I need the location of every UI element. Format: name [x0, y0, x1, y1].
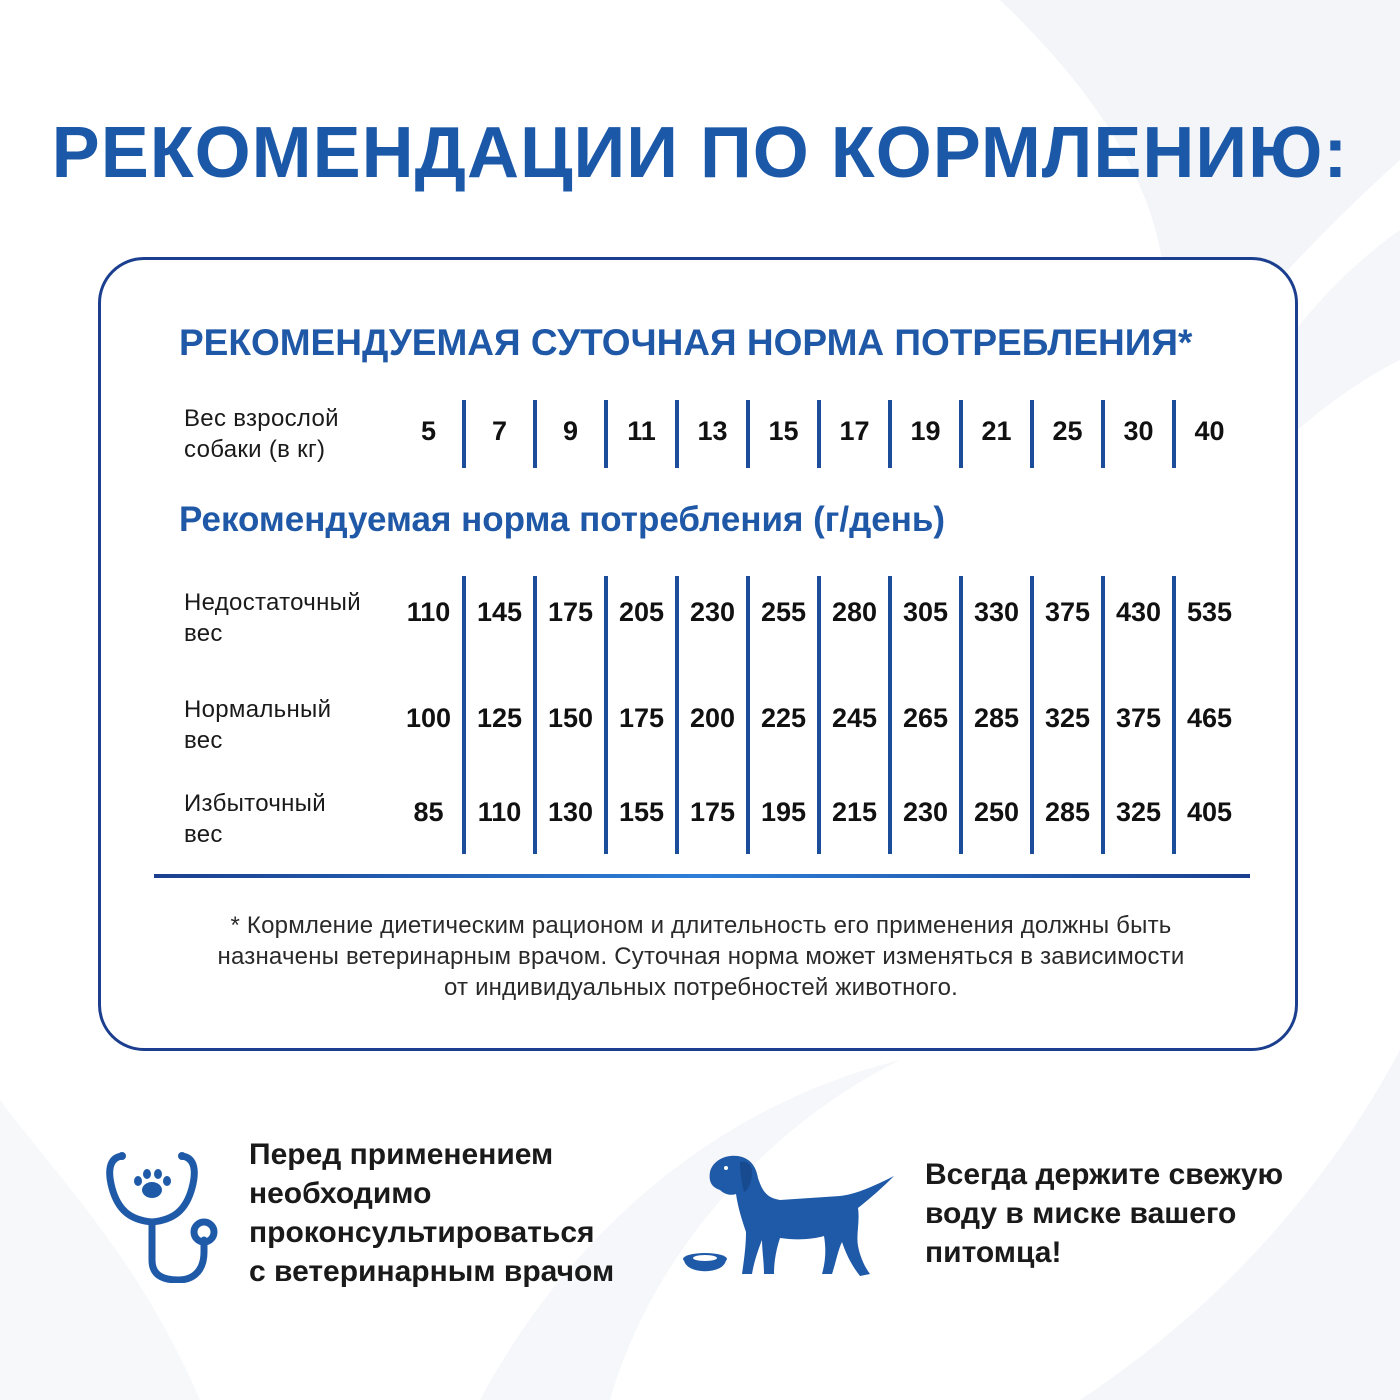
row-label: [184, 587, 394, 649]
feeding-table-card: [98, 257, 1298, 1051]
tip-2-line-3: питомца!: [925, 1236, 1062, 1269]
weight-cell: 30: [1123, 416, 1154, 446]
value-cell: 110: [406, 597, 451, 627]
weight-column-divider: [604, 400, 608, 468]
weight-cell: 25: [1052, 416, 1083, 446]
value-cell: 405: [1186, 797, 1233, 827]
value-cell: 110: [477, 797, 522, 827]
value-cell: 155: [618, 797, 665, 827]
row-label-line: Избыточный: [184, 790, 326, 817]
weight-column-divider: [462, 400, 466, 468]
weight-cell: 17: [839, 416, 870, 446]
footnote-line-3: от индивидуальных потребностей животного.: [444, 974, 958, 1001]
weight-column-divider: [533, 400, 537, 468]
value-cell: 130: [547, 797, 594, 827]
row-label-line: вес: [184, 620, 223, 647]
weight-cell: 21: [981, 416, 1012, 446]
tip-1-line-4: с ветеринарным врачом: [249, 1255, 615, 1288]
value-cell: 285: [973, 703, 1020, 733]
page-title: РЕКОМЕНДАЦИИ ПО КОРМЛЕНИЮ:: [51, 113, 1349, 193]
weight-cell: 11: [627, 416, 656, 446]
row-label-line: Недостаточный: [184, 589, 361, 616]
value-cell: 205: [618, 597, 665, 627]
weight-column-divider: [746, 400, 750, 468]
tip-2-line-2: воду в миске вашего: [925, 1197, 1237, 1230]
weight-column-divider: [675, 400, 679, 468]
row-label-line: Нормальный: [184, 696, 332, 723]
weight-cell: 9: [562, 416, 579, 446]
value-cell: 230: [902, 797, 949, 827]
weight-cell: 40: [1194, 416, 1225, 446]
weight-cell: 19: [910, 416, 941, 446]
tip-1-line-2: необходимо: [249, 1177, 432, 1210]
weight-label-line-1: Вес взрослой: [184, 405, 339, 432]
footnote-line-2: назначены ветеринарным врачом. Суточная норма может изменяться в зависимости: [217, 943, 1185, 970]
weight-column-divider: [959, 400, 963, 468]
row-label: [184, 694, 394, 756]
weight-cell: 13: [697, 416, 728, 446]
tip-1-line-3: проконсультироваться: [249, 1216, 595, 1249]
value-cell: 535: [1186, 597, 1233, 627]
value-cell: 150: [547, 703, 594, 733]
value-cell: 215: [831, 797, 878, 827]
value-cell: 175: [689, 797, 736, 827]
weight-column-divider: [1172, 400, 1176, 468]
table-subtitle: Рекомендуемая норма потребления (г/день): [179, 500, 946, 539]
value-cell: 330: [973, 597, 1020, 627]
value-cell: 250: [973, 797, 1020, 827]
value-cell: 230: [689, 597, 736, 627]
weight-cell: 15: [768, 416, 799, 446]
value-cell: 280: [831, 597, 878, 627]
footnote: [151, 910, 1251, 1003]
vet-consult-tip: [249, 1135, 629, 1291]
value-cell: 195: [760, 797, 807, 827]
value-cell: 285: [1044, 797, 1091, 827]
value-cell: 430: [1115, 597, 1162, 627]
footnote-line-1: * Кормление диетическим рационом и длительность его применения должны быть: [230, 912, 1172, 939]
tip-2-line-1: Всегда держите свежую: [925, 1158, 1284, 1191]
value-cell: 175: [618, 703, 665, 733]
value-cell: 175: [547, 597, 594, 627]
row-label: [184, 788, 394, 850]
weight-cell: 7: [491, 416, 508, 446]
value-cell: 375: [1115, 703, 1162, 733]
value-cell: 225: [760, 703, 807, 733]
weight-label-line-2: собаки (в кг): [184, 436, 326, 463]
row-label-line: вес: [184, 821, 223, 848]
value-cell: 145: [476, 597, 523, 627]
table-title: РЕКОМЕНДУЕМАЯ СУТОЧНАЯ НОРМА ПОТРЕБЛЕНИЯ*: [179, 322, 1193, 363]
weight-row-label: [184, 403, 394, 465]
weight-column-divider: [817, 400, 821, 468]
fresh-water-tip: [925, 1155, 1305, 1272]
tip-1-line-1: Перед применением: [249, 1138, 554, 1171]
value-cell: 200: [689, 703, 736, 733]
value-cell: 100: [405, 703, 452, 733]
value-cell: 465: [1186, 703, 1233, 733]
weight-column-divider: [1030, 400, 1034, 468]
value-cell: 255: [760, 597, 807, 627]
weight-column-divider: [888, 400, 892, 468]
row-label-line: вес: [184, 727, 223, 754]
value-cell: 125: [476, 703, 523, 733]
table-bottom-divider: [154, 874, 1250, 878]
weight-cell: 5: [420, 416, 437, 446]
value-cell: 325: [1044, 703, 1091, 733]
value-cell: 305: [902, 597, 949, 627]
value-cell: 85: [413, 797, 444, 827]
value-cell: 325: [1115, 797, 1162, 827]
stethoscope-paw-icon: [100, 1148, 225, 1283]
value-cell: 245: [831, 703, 878, 733]
weight-column-divider: [1101, 400, 1105, 468]
dog-with-bowl-icon: [680, 1150, 900, 1280]
value-cell: 265: [902, 703, 949, 733]
value-cell: 375: [1044, 597, 1091, 627]
